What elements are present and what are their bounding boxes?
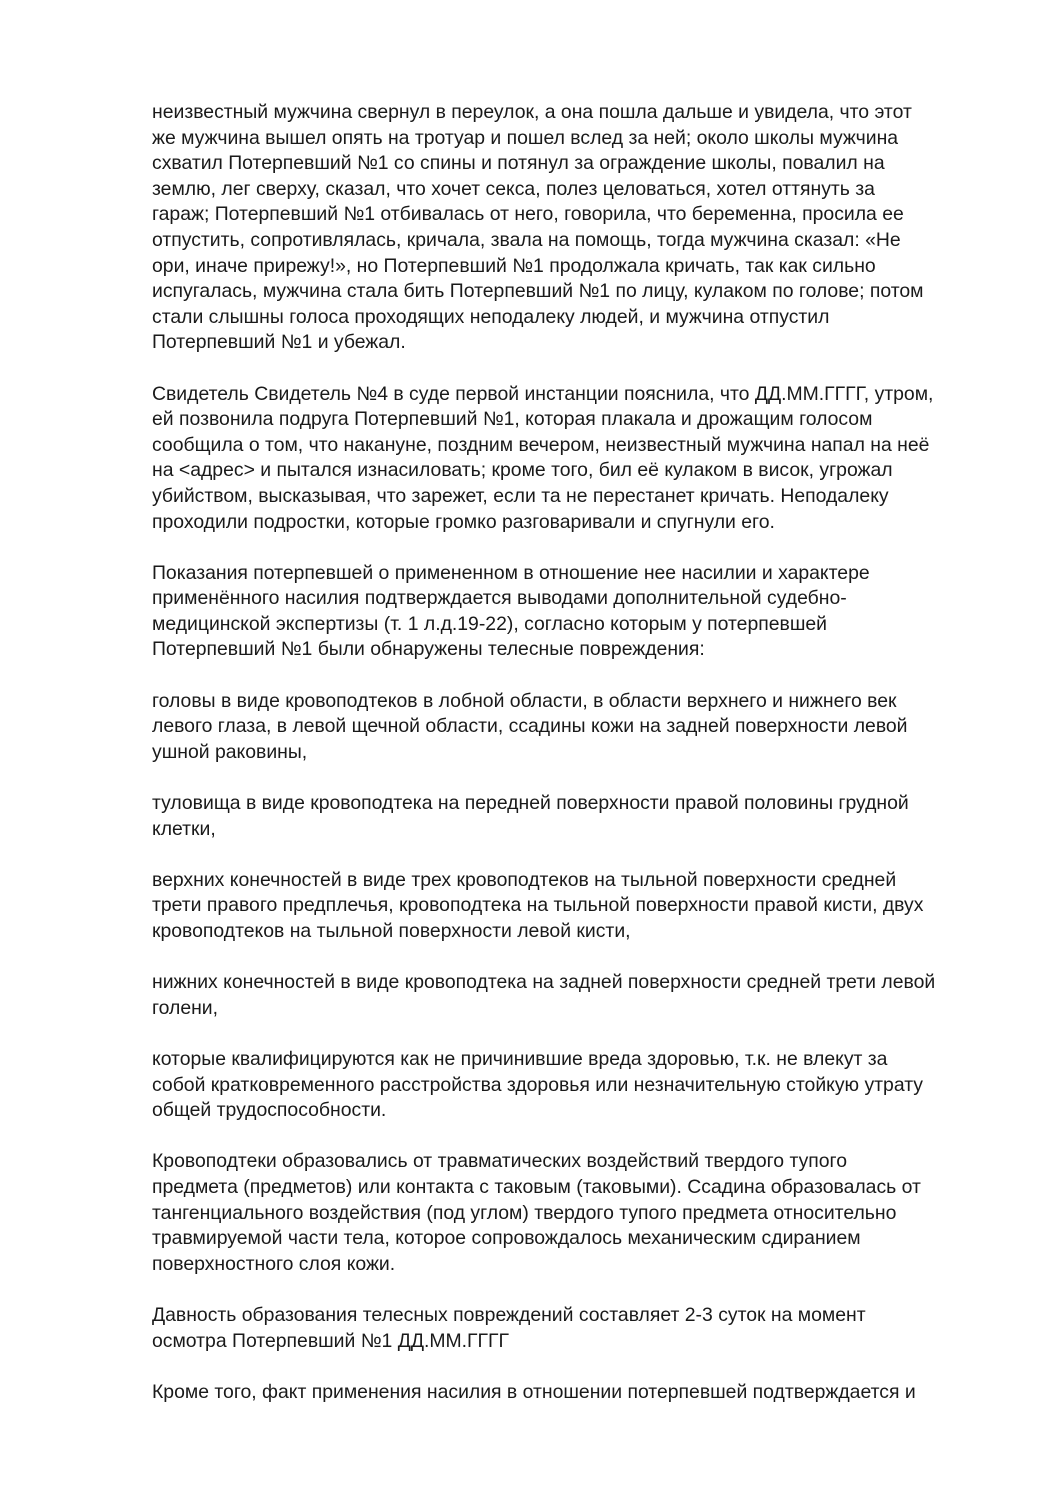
text-line: общей трудоспособности.: [152, 1099, 387, 1122]
paragraph-victim-account: [152, 100, 992, 356]
text-line: травмируемой части тела, которое сопровождалось механическим сдиранием: [152, 1227, 861, 1250]
text-line: испугалась, мужчина стала бить Потерпевший №1 по лицу, кулаком по голове; потом: [152, 280, 924, 303]
text-line: туловища в виде кровоподтека на передней поверхности правой половины грудной: [152, 792, 909, 815]
text-line: ори, иначе прирежу!», но Потерпевший №1 продолжала кричать, так как сильно: [152, 254, 876, 277]
text-line: проходили подростки, которые громко разговаривали и спугнули его.: [152, 510, 775, 533]
text-line: головы в виде кровоподтеков в лобной области, в области верхнего и нижнего век: [152, 689, 897, 712]
text-line: землю, лег сверху, сказал, что хочет секса, полез целоваться, хотел оттянуть за: [152, 177, 875, 200]
text-line: которые квалифицируются как не причинившие вреда здоровью, т.к. не влекут за: [152, 1047, 888, 1070]
paragraph-gap: [152, 1354, 992, 1380]
paragraph-injury-age: [152, 1303, 992, 1354]
text-line: Давность образования телесных повреждений составляет 2-3 суток на момент: [152, 1303, 866, 1326]
text-line: голени,: [152, 996, 219, 1019]
text-line: Показания потерпевшей о примененном в отношение нее насилии и характере: [152, 561, 870, 584]
paragraph-gap: [152, 945, 992, 971]
paragraph-gap: [152, 1124, 992, 1150]
paragraph-expert-findings: [152, 561, 992, 663]
text-line: применённого насилия подтверждается выводами дополнительной судебно-: [152, 587, 847, 610]
text-line: предмета (предметов) или контакта с таковым (таковыми). Ссадина образовалась от: [152, 1175, 921, 1198]
text-line: гараж; Потерпевший №1 отбивалась от него, говорила, что беременна, просила ее: [152, 203, 904, 226]
paragraph-harm-qualification: [152, 1047, 992, 1124]
paragraph-gap: [152, 842, 992, 868]
paragraph-gap: [152, 765, 992, 791]
text-line: стали слышны голоса проходящих неподалеку людей, и мужчина отпустил: [152, 305, 830, 328]
text-line: Кроме того, факт применения насилия в отношении потерпевшей подтверждается и: [152, 1380, 916, 1403]
text-line: левого глаза, в левой щечной области, ссадины кожи на задней поверхности левой: [152, 715, 908, 738]
text-line: неизвестный мужчина свернул в переулок, а она пошла дальше и увидела, что этот: [152, 101, 912, 123]
paragraph-head-injuries: [152, 689, 992, 766]
text-line: Потерпевший №1 были обнаружены телесные повреждения:: [152, 638, 705, 661]
paragraph-additional-evidence: [152, 1380, 992, 1406]
text-line: осмотра Потерпевший №1 ДД.ММ.ГГГГ: [152, 1329, 510, 1352]
paragraph-lower-limb-injuries: [152, 970, 992, 1021]
text-line: поверхностного слоя кожи.: [152, 1252, 396, 1275]
text-line: трети правого предплечья, кровоподтека на тыльной поверхности правой кисти, двух: [152, 894, 924, 917]
document-body: [152, 100, 992, 1405]
text-line: Кровоподтеки образовались от травматических воздействий твердого тупого: [152, 1150, 847, 1173]
text-line: Потерпевший №1 и убежал.: [152, 331, 406, 354]
text-line: тангенциального воздействия (под углом) твердого тупого предмета относительно: [152, 1201, 897, 1224]
text-line: собой кратковременного расстройства здоровья или незначительную стойкую утрату: [152, 1073, 923, 1096]
text-line: сообщила о том, что накануне, поздним вечером, неизвестный мужчина напал на неё: [152, 433, 930, 456]
text-line: медицинской экспертизы (т. 1 л.д.19-22), согласно которым у потерпевшей: [152, 612, 827, 635]
paragraph-gap: [152, 1277, 992, 1303]
text-line: клетки,: [152, 817, 216, 840]
text-line: отпустить, сопротивлялась, кричала, звала на помощь, тогда мужчина сказал: «Не: [152, 228, 901, 251]
text-line: схватил Потерпевший №1 со спины и потянул за ограждение школы, повалил на: [152, 152, 885, 175]
text-line: Свидетель Свидетель №4 в суде первой инстанции пояснила, что ДД.ММ.ГГГГ, утром,: [152, 382, 934, 405]
text-line: нижних конечностей в виде кровоподтека на задней поверхности средней трети левой: [152, 971, 936, 994]
paragraph-gap: [152, 663, 992, 689]
paragraph-gap: [152, 535, 992, 561]
text-line: ей позвонила подруга Потерпевший №1, которая плакала и дрожащим голосом: [152, 408, 873, 431]
text-line: на <адрес> и пытался изнасиловать; кроме того, бил её кулаком в висок, угрожал: [152, 459, 893, 482]
paragraph-injury-mechanism: [152, 1149, 992, 1277]
text-line: ушной раковины,: [152, 740, 308, 763]
text-line: убийством, высказывая, что зарежет, если та не перестанет кричать. Неподалеку: [152, 484, 889, 507]
text-line: верхних конечностей в виде трех кровоподтеков на тыльной поверхности средней: [152, 868, 897, 891]
text-line: же мужчина вышел опять на тротуар и пошел вслед за ней; около школы мужчина: [152, 126, 899, 149]
paragraph-upper-limb-injuries: [152, 868, 992, 945]
paragraph-gap: [152, 356, 992, 382]
paragraph-torso-injuries: [152, 791, 992, 842]
paragraph-witness-testimony: [152, 382, 992, 536]
paragraph-gap: [152, 1021, 992, 1047]
text-line: кровоподтеков на тыльной поверхности левой кисти,: [152, 920, 631, 942]
